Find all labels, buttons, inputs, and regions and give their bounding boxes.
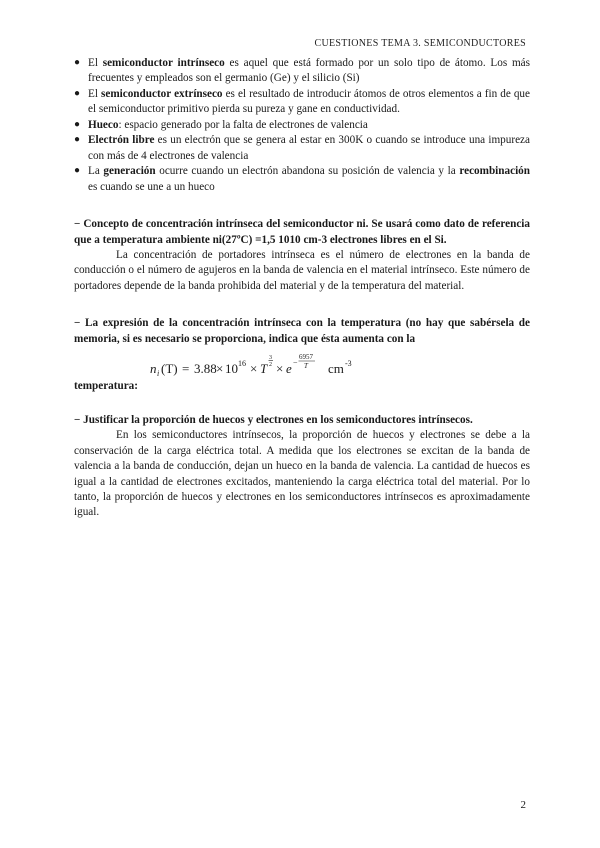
bullet-icon: ● <box>74 57 81 68</box>
bullet-icon: ● <box>74 165 81 177</box>
list-item: ● El semiconductor intrínseco es aquel que está formado por un solo tipo de átomo. Los más frecuentes y empleados son el germanio (Ge) y el silicio (Si) <box>74 57 530 85</box>
formula-exp-e-den: T <box>304 362 308 371</box>
list-item: ● La generación ocurre cuando un electrón abandona su posición de valencia y la recombinación es cuando se une a un hueco <box>74 165 530 193</box>
formula-times-3: × <box>276 361 284 377</box>
list-item: ● Hueco: espacio generado por la falta de electrones de valencia <box>74 118 368 131</box>
section-temperature-expression <box>74 316 530 394</box>
section-paragraph: En los semiconductores intrínsecos, la proporción de huecos y electrones se debe a la conservación de la carga eléctrica total. A medida que los electrones se excitan de la banda de valencia a la banda de conducción, dejan un hueco en la banda de valencia. La cantidad de huecos es igual a la cantidad de electrones excitados, manteniendo la carga eléctrica total del material. Por lo tanto, la proporción de huecos y electrones en los semiconductores intrínsecos es aproximadamente igual. <box>74 429 530 519</box>
bullet-icon: ● <box>74 134 81 146</box>
section-holes-electrons <box>74 413 530 521</box>
formula-exp10: 16 <box>238 359 246 369</box>
formula-equals: = <box>182 361 190 377</box>
intrinsic-concentration-formula <box>150 353 530 379</box>
page-content <box>74 56 530 521</box>
formula-svg <box>150 353 450 381</box>
formula-expT-num: 3 <box>269 355 272 362</box>
formula-unit-exp: -3 <box>345 359 352 369</box>
formula-n: n <box>150 361 157 377</box>
definitions-list <box>74 56 530 195</box>
formula-T: T <box>260 361 268 377</box>
section-heading: − Justificar la proporción de huecos y electrones en los semiconductores intrínsecos. <box>74 413 473 426</box>
formula-e: e <box>286 361 292 377</box>
section-heading: − Concepto de concentración intrínseca del semiconductor ni. Se usará como dato de referencia que a temperatura ambiente ni(27ºC) =1,5 1010 cm-3 electrones libres en el Si. <box>74 218 530 246</box>
list-item: ● El semiconductor extrínseco es el resultado de introducir átomos de otros elementos a fin de que el semiconductor primitivo pierda su pureza y gane en conductividad. <box>74 87 530 116</box>
formula-base10: 10 <box>225 361 238 377</box>
running-header: CUESTIONES TEMA 3. SEMICONDUCTORES <box>314 38 526 49</box>
formula-coef: 3.88 <box>194 361 217 377</box>
formula-expT-den: 2 <box>269 362 272 369</box>
section-heading-tail: temperatura: <box>74 380 138 393</box>
section-intrinsic-concentration <box>74 217 530 294</box>
section-paragraph: La concentración de portadores intrínseca es el número de electrones en la banda de conducción o el número de agujeros en la banda de valencia en el material intrínseco. Este número de portadores depende de la banda prohibida del material y de la temperatura del material. <box>74 248 530 292</box>
formula-times-2: × <box>250 361 258 377</box>
formula-sub-i: i <box>157 369 160 379</box>
formula-exp-e-num: 6957 <box>299 353 313 362</box>
bullet-icon: ● <box>74 87 81 99</box>
page-number: 2 <box>520 799 526 811</box>
formula-arg: (T) <box>161 361 178 377</box>
formula-times-1: × <box>216 361 224 377</box>
formula-unit: cm <box>328 361 344 377</box>
bullet-icon: ● <box>74 118 81 130</box>
list-item: ● Electrón libre es un electrón que se genera al estar en 300K o cuando se introduce una impureza con más de 4 electrones de valencia <box>74 134 530 162</box>
section-heading: − La expresión de la concentración intrínseca con la temperatura (no hay que sabérsela de memoria, si es necesario se proporciona, indica que ésta aumenta con la <box>74 317 530 345</box>
formula-exp-e-sign: − <box>293 358 298 368</box>
